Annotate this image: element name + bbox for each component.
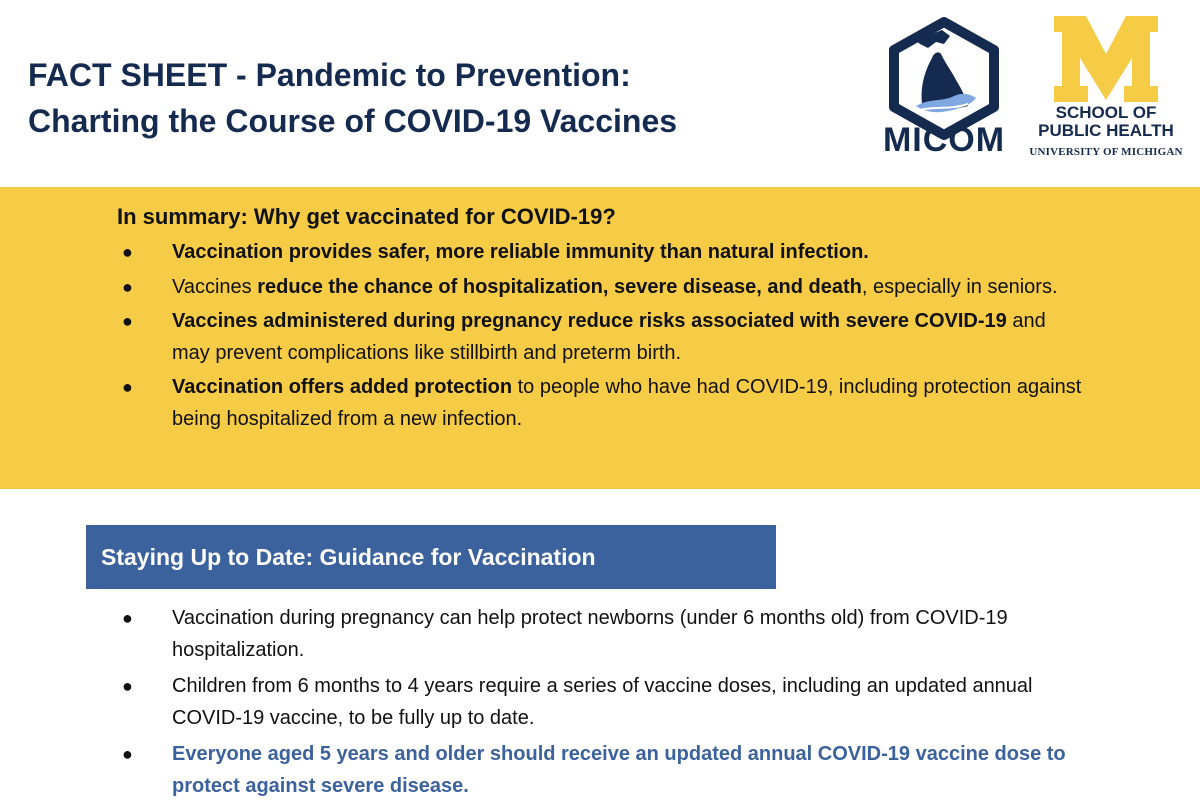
summary-item-text: and may prevent complications like stillbirth and preterm birth.	[172, 310, 1046, 364]
bullet-icon: ●	[122, 744, 133, 764]
summary-item	[0, 306, 1082, 369]
summary-heading: In summary: Why get vaccinated for COVID-19?	[117, 204, 616, 229]
summary-item-text: to people who have had COVID-19, including protection against being hospitalized from a new infection.	[172, 376, 1082, 430]
title-line-1: FACT SHEET - Pandemic to Prevention:	[28, 57, 631, 93]
guidance-item-text: Everyone aged 5 years and older should receive an updated annual COVID-19 vaccine dose to protect against severe disease.	[172, 743, 1066, 797]
bullet-icon: ●	[122, 311, 133, 331]
sph-logo-line-2: PUBLIC HEALTH	[1038, 121, 1174, 140]
title-line-2: Charting the Course of COVID-19 Vaccines	[28, 103, 678, 139]
bullet-icon: ●	[122, 377, 133, 397]
summary-item-text: Vaccines	[172, 275, 258, 298]
guidance-item	[0, 603, 1082, 666]
summary-list	[0, 237, 1082, 438]
sph-logo-line-3: UNIVERSITY OF MICHIGAN	[1029, 146, 1183, 158]
guidance-item-text: Children from 6 months to 4 years require a series of vaccine doses, including an updated annual COVID-19 vaccine, to be fully up to date.	[172, 675, 1033, 729]
guidance-item	[0, 671, 1082, 734]
summary-section	[0, 187, 1200, 489]
summary-item	[0, 272, 1082, 304]
guidance-section-header	[86, 525, 776, 589]
micom-logo-text: MICOM	[882, 121, 1006, 159]
summary-item-bold: Vaccination provides safer, more reliable immunity than natural infection.	[172, 241, 869, 263]
bullet-icon: ●	[122, 676, 133, 696]
summary-item-bold: reduce the chance of hospitalization, severe disease, and death	[257, 275, 862, 298]
sph-logo-line-1: SCHOOL OF	[1055, 103, 1157, 122]
summary-item-bold: Vaccination offers added protection	[172, 376, 513, 398]
page-title	[28, 52, 868, 144]
summary-item	[0, 237, 1082, 269]
guidance-section-title: Staying Up to Date: Guidance for Vaccination	[101, 544, 596, 570]
university-of-michigan-block-m-icon	[1020, 14, 1192, 164]
guidance-item-highlighted	[0, 739, 1082, 802]
bullet-icon: ●	[122, 608, 133, 628]
guidance-list	[0, 603, 1082, 807]
guidance-item-text: Vaccination during pregnancy can help protect newborns (under 6 months old) from COVID-19 hospitalization.	[172, 607, 1008, 661]
bullet-icon: ●	[122, 276, 133, 297]
bullet-icon: ●	[122, 242, 133, 262]
summary-item-text: , especially in seniors.	[861, 275, 1058, 298]
summary-item	[0, 372, 1082, 435]
summary-item-bold: Vaccines administered during pregnancy reduce risks associated with severe COVID-19	[172, 310, 1007, 332]
